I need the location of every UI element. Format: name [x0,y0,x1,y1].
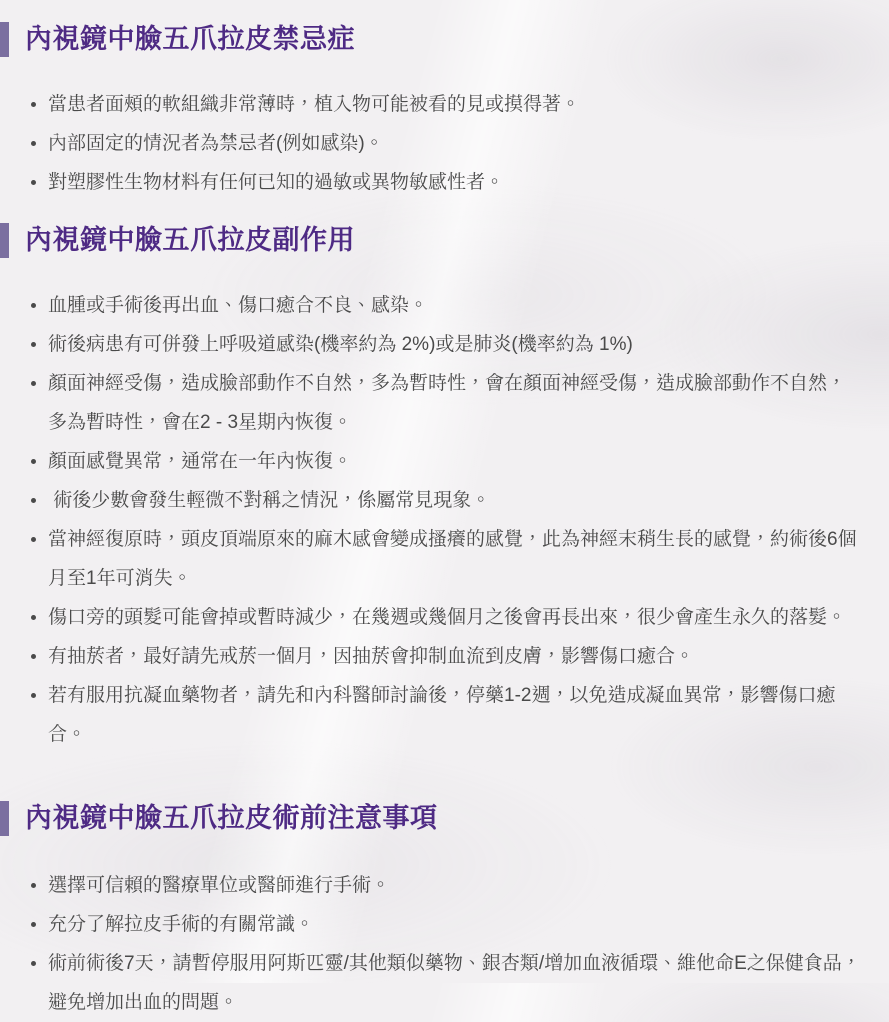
list-item [29,520,861,598]
list-item [29,905,861,944]
list-item-text: 顏面感覺異常，通常在一年內恢復。 [48,451,353,472]
bullet-icon [31,922,36,927]
bullet-icon [31,459,36,464]
bullet-icon [31,537,36,542]
section-heading-text: 內視鏡中臉五爪拉皮術前注意事項 [25,803,438,833]
list-item [29,442,861,481]
bullet-list [0,286,861,754]
bullet-icon [31,961,36,966]
list-item-text: 術前術後7天，請暫停服用阿斯匹靈/其他類似藥物、銀杏類/增加血液循環、維他命E之保健食品，避免增加出血的問題。 [48,953,861,1013]
list-item-text: 內部固定的情況者為禁忌者(例如感染)。 [48,133,384,154]
list-item-text: 對塑膠性生物材料有任何已知的過敏或異物敏感性者。 [48,172,505,193]
list-item [29,364,861,442]
list-item-text: 血腫或手術後再出血、傷口癒合不良、感染。 [48,295,429,316]
bullet-icon [31,381,36,386]
section-heading [0,222,861,258]
list-item [29,124,861,163]
list-item [29,163,861,202]
section-heading-text: 內視鏡中臉五爪拉皮禁忌症 [25,24,355,54]
list-item [29,676,861,754]
section-preop-notes [0,800,861,1022]
list-item [29,286,861,325]
list-item-text: 傷口旁的頭髮可能會掉或暫時減少，在幾週或幾個月之後會再長出來，很少會產生永久的落髮。 [48,607,847,628]
list-item-text: 當神經復原時，頭皮頂端原來的麻木感會變成搔癢的感覺，此為神經末稍生長的感覺，約術後6個月至1年可消失。 [48,529,857,589]
list-item [29,85,861,124]
list-item [29,325,861,364]
bullet-icon [31,654,36,659]
section-contraindications [0,21,861,202]
heading-accent-bar-icon [0,223,9,258]
section-heading [0,800,861,836]
heading-accent-bar-icon [0,801,9,836]
list-item-text: 有抽菸者，最好請先戒菸一個月，因抽菸會抑制血流到皮膚，影響傷口癒合。 [48,646,695,667]
list-item [29,637,861,676]
bullet-icon [31,303,36,308]
bullet-icon [31,498,36,503]
list-item-text: 顏面神經受傷，造成臉部動作不自然，多為暫時性，會在顏面神經受傷，造成臉部動作不自然，多為暫時性，會在2 - 3星期內恢復。 [48,373,847,433]
list-item-text: 術後少數會發生輕微不對稱之情況，係屬常見現象。 [48,490,491,511]
section-heading-text: 內視鏡中臉五爪拉皮副作用 [25,225,355,255]
list-item [29,866,861,905]
list-item [29,944,861,1022]
bullet-icon [31,342,36,347]
bullet-icon [31,883,36,888]
bullet-icon [31,102,36,107]
list-item-text: 選擇可信賴的醫療單位或醫師進行手術。 [48,875,391,896]
heading-accent-bar-icon [0,22,9,57]
bullet-list [0,866,861,1022]
bullet-icon [31,693,36,698]
section-heading [0,21,861,57]
bullet-icon [31,141,36,146]
list-item-text: 充分了解拉皮手術的有關常識。 [48,914,315,935]
list-item-text: 當患者面頰的軟組織非常薄時，植入物可能被看的見或摸得著。 [48,94,581,115]
list-item-text: 術後病患有可併發上呼吸道感染(機率約為 2%)或是肺炎(機率約為 1%) [48,334,633,355]
list-item [29,598,861,637]
list-item-text: 若有服用抗凝血藥物者，請先和內科醫師討論後，停藥1-2週，以免造成凝血異常，影響傷口癒合。 [48,685,836,745]
bullet-icon [31,180,36,185]
bullet-icon [31,615,36,620]
bullet-list [0,85,861,202]
list-item [29,481,861,520]
section-side-effects [0,222,861,754]
